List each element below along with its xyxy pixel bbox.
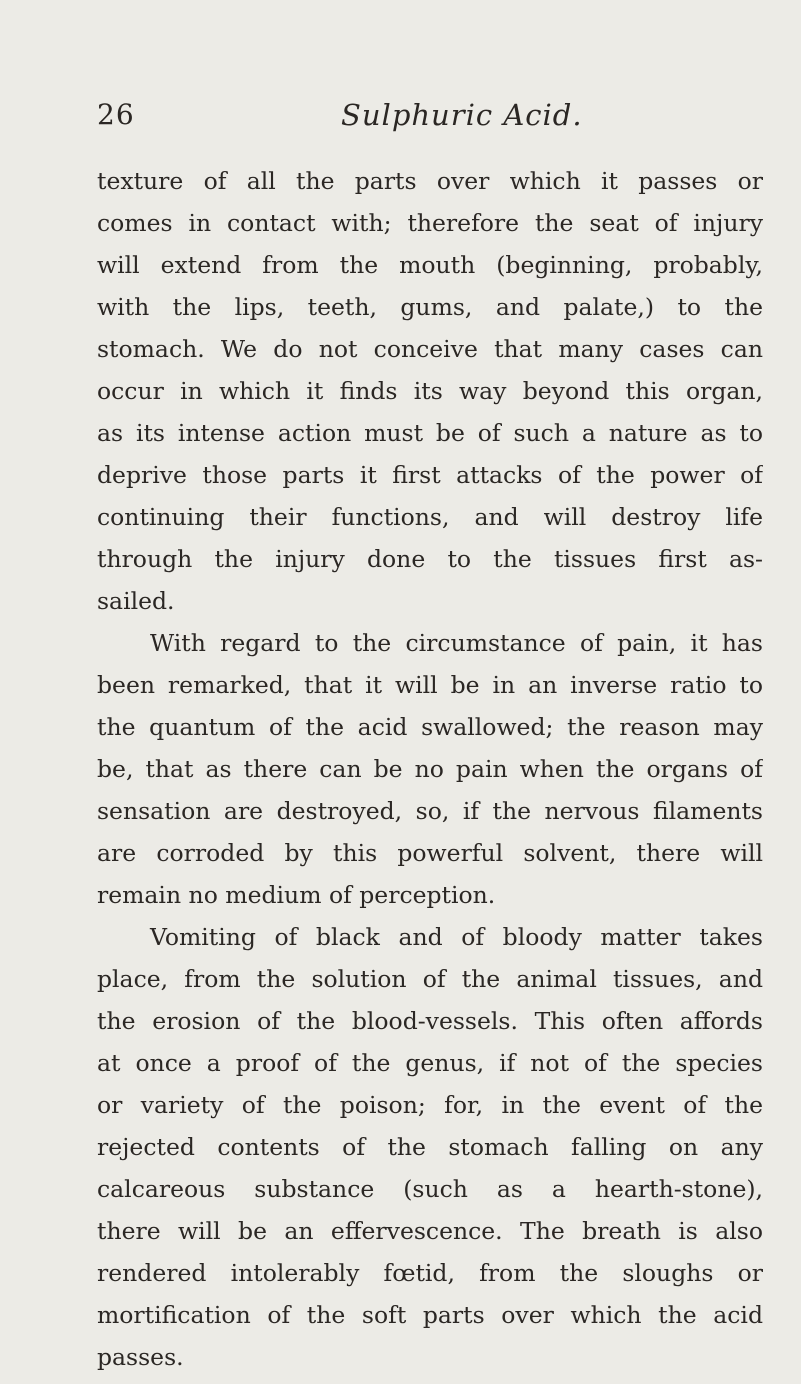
page-number: 26 xyxy=(97,98,135,131)
text-line: stomach. We do not conceive that many cases can xyxy=(97,335,763,363)
text-line: texture of all the parts over which it passes or xyxy=(97,167,763,195)
text-line: deprive those parts it first attacks of the power of xyxy=(97,461,763,489)
text-line: With regard to the circumstance of pain, it has xyxy=(150,629,763,657)
text-line: or variety of the poison; for, in the event of the xyxy=(97,1091,763,1119)
text-line: continuing their functions, and will destroy life xyxy=(97,503,763,531)
text-line: rejected contents of the stomach falling on any xyxy=(97,1133,763,1161)
text-line: the erosion of the blood-vessels. This often affords xyxy=(97,1007,763,1035)
text-line: be, that as there can be no pain when the organs of xyxy=(97,755,763,783)
text-line: are corroded by this powerful solvent, there will xyxy=(97,839,763,867)
text-line: comes in contact with; therefore the seat of injury xyxy=(97,209,763,237)
text-line: the quantum of the acid swallowed; the reason may xyxy=(97,713,763,741)
text-line: been remarked, that it will be in an inverse ratio to xyxy=(97,671,763,699)
text-line: remain no medium of perception. xyxy=(97,881,496,909)
text-line: place, from the solution of the animal tissues, and xyxy=(97,965,763,993)
text-line: sailed. xyxy=(97,587,175,615)
text-line: with the lips, teeth, gums, and palate,) to the xyxy=(97,293,763,321)
text-line: there will be an effervescence. The breath is also xyxy=(97,1217,763,1245)
text-line: at once a proof of the genus, if not of the species xyxy=(97,1049,763,1077)
text-line: calcareous substance (such as a hearth-stone), xyxy=(97,1175,763,1203)
text-line: sensation are destroyed, so, if the nervous filaments xyxy=(97,797,763,825)
running-title: Sulphuric Acid. xyxy=(341,98,583,132)
text-line: occur in which it finds its way beyond this organ, xyxy=(97,377,763,405)
text-line: as its intense action must be of such a nature as to xyxy=(97,419,763,447)
text-line: rendered intolerably fœtid, from the sloughs or xyxy=(97,1259,763,1287)
running-head xyxy=(97,98,757,148)
text-line: will extend from the mouth (beginning, probably, xyxy=(97,251,763,279)
text-line: Vomiting of black and of bloody matter takes xyxy=(150,923,763,951)
text-line: passes. xyxy=(97,1343,184,1371)
text-line: through the injury done to the tissues first as- xyxy=(97,545,763,573)
body-text xyxy=(97,160,763,1378)
text-line: mortification of the soft parts over which the acid xyxy=(97,1301,763,1329)
